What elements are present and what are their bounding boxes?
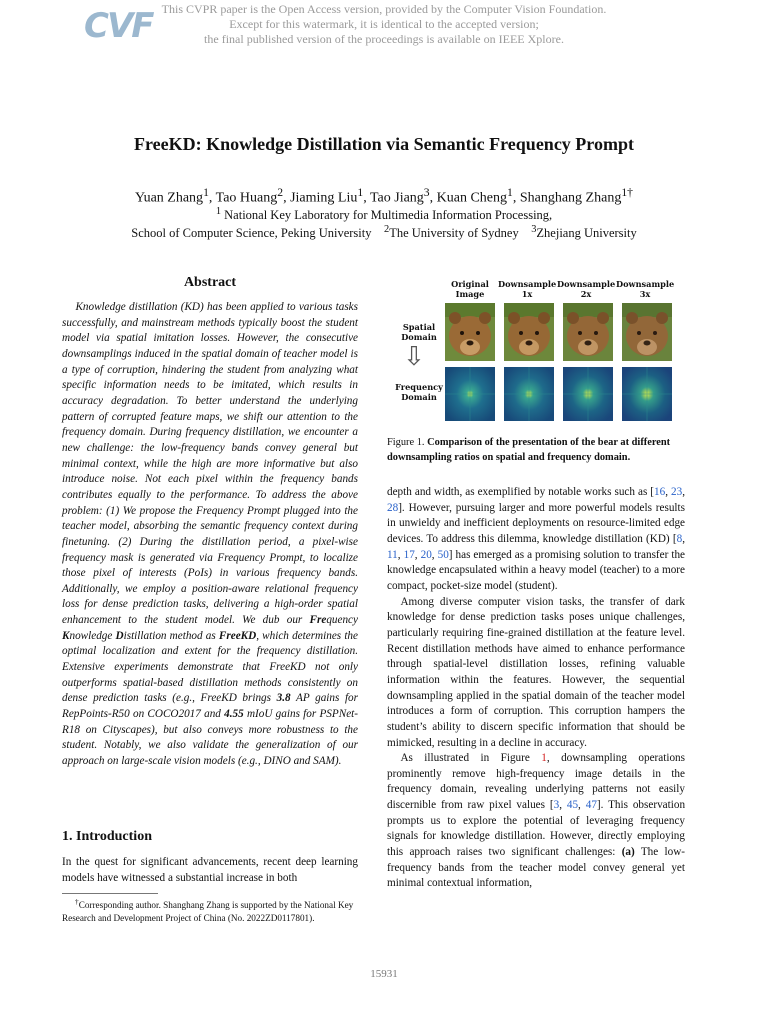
citation-link[interactable]: 3 <box>553 799 560 812</box>
watermark-line-3: the final published version of the proceedings is available on IEEE Xplore. <box>204 32 564 46</box>
footnote: †Corresponding author. Shanghang Zhang is supported by the National Key Research and Development Project of China (No. 2022ZD0117801). <box>62 897 354 923</box>
abstract-heading: Abstract <box>183 275 237 290</box>
author-sup: 2 <box>277 186 284 199</box>
citation-link[interactable]: 23 <box>671 486 683 498</box>
bear-image-downsample-2x <box>563 303 613 361</box>
author-sup: 1 <box>203 186 209 199</box>
paragraph-2: Among diverse computer vision tasks, the transfer of dark knowledge for dense prediction tasks poses unique challenges, particularly requiring fine-grained distillation at the feature level. Recent distillation methods have aimed to enhance performance through spatial-level distillation losses, refining valuable information within the features. However, the sequential downsampling applied in the spatial domain of the teacher model introduces a form of corruption. This corruption hampers the student’s ability to discern specific information that should be mimicked, resulting in a decline in accuracy. <box>387 595 685 749</box>
author-sup: 1 <box>357 186 364 199</box>
citation-link[interactable]: 8 <box>676 532 683 545</box>
fig-col-label: Downsample 1x <box>498 279 557 299</box>
affiliation-line-2: School of Computer Science, Peking University $^2$The University of Sydney $^3$Zhejiang University <box>131 224 637 241</box>
page-number: 15931 <box>370 968 398 980</box>
frequency-map-downsample-3x <box>622 367 672 421</box>
author-name: Jiaming Liu <box>290 190 358 206</box>
author-name: Tao Huang <box>215 190 278 206</box>
fig-col-label: Downsample 3x <box>616 279 675 299</box>
citation-link[interactable]: 28 <box>387 501 399 514</box>
watermark-line-1: This CVPR paper is the Open Access version, provided by the Computer Vision Foundation. <box>161 2 607 16</box>
citation-link[interactable]: 16 <box>654 486 666 498</box>
bear-image-original <box>445 303 495 361</box>
bear-image-downsample-3x <box>622 303 672 361</box>
author-name: Yuan Zhang <box>135 190 204 206</box>
fig-col-label: Downsample 2x <box>557 279 616 299</box>
fig-row-label-spatial: Spatial Domain <box>401 322 437 342</box>
intro-right-column <box>387 485 685 892</box>
author-name: Tao Jiang <box>369 190 424 206</box>
author-sup: 1 <box>507 186 513 199</box>
watermark-line-2: Except for this watermark, it is identical to the accepted version; <box>229 17 539 31</box>
figure-1 <box>387 278 685 428</box>
down-arrow-icon: ⇩ <box>403 342 425 372</box>
paragraph-1: depth and width, as exemplified by notable works such as [16, 23, 28]. However, pursuing larger and more powerful models results in unwieldy and inefficient deployments on resource-limited edge devices. To address this dilemma, knowledge distillation (KD) [8, 11, 17, 20, 50] has emerged as a promising solution to transfer the knowledge encapsulated within a heavy model (teacher) to a more compact, pocket-size model (student). <box>387 486 686 592</box>
author-sup: 3 <box>423 186 430 199</box>
figure-1-caption: Figure 1. Comparison of the presentation of the bear at different downsampling ratios on spatial and frequency domain. <box>387 437 671 463</box>
author-list: Yuan Zhang$^1$, Tao Huang$^2$, Jiaming Liu$^1$, Tao Jiang$^3$, Kuan Cheng$^1$, Shanghang Zhang$^{1\dagger}$ <box>135 186 633 206</box>
intro-heading: 1. Introduction <box>62 829 152 844</box>
footnote-rule <box>62 893 158 894</box>
frequency-map-downsample-1x <box>504 367 554 421</box>
citation-link[interactable]: 11 <box>387 548 398 561</box>
fig-col-label: Original Image <box>451 279 489 299</box>
frequency-map-original <box>445 367 495 421</box>
paragraph-3: As illustrated in Figure 1, downsampling operations prominently remove high-frequency image details in the frequency domain, revealing underlying patterns not easily discernible from raw pixel values [3, 45, 47]. This observation prompts us to explore the potential of leveraging frequency signals for knowledge distillation. However, directly employing this approach raises two significant challenges: (a) The low-frequency bands from the teacher model convey general yet minimal contextual information, <box>387 752 686 890</box>
citation-link[interactable]: 17 <box>403 548 415 561</box>
author-name: Shanghang Zhang <box>519 190 622 206</box>
citation-link[interactable]: 50 <box>437 548 449 561</box>
citation-link[interactable]: 47 <box>585 799 597 812</box>
cvf-logo: CVF <box>84 6 153 46</box>
frequency-map-downsample-2x <box>563 367 613 421</box>
intro-paragraph: In the quest for significant advancements, recent deep learning models have witnessed a substantial increase in both <box>62 856 358 884</box>
affiliation-line-1: $^1$ National Key Laboratory for Multimedia Information Processing, <box>215 206 553 223</box>
paper-title: FreeKD: Knowledge Distillation via Semantic Frequency Prompt <box>134 134 634 154</box>
abstract-body: Knowledge distillation (KD) has been applied to various tasks successfully, and mainstream methods typically boost the student model via spatial imitation losses. However, the consecutive downsamplings induced in the spatial domain of teacher model is a type of corruption, hindering the student from analyzing what specific information needs to be imitated, which results in accuracy degradation. To better understand the underlying pattern of corrupted feature maps, we shift our attention to the frequency domain. During frequency distillation, we encounter a new challenge: the low-frequency bands convey general but minimal context, while the high are more informative but also introduce noise. Not each pixel within the frequency bands contributes equally to the performance. To address the above problem: (1) We propose the Frequency Prompt plugged into the teacher model, absorbing the semantic frequency context during finetuning. (2) During the distillation period, a pixel-wise frequency mask is generated via Frequency Prompt, to localize those pixel of interests (PoIs) in various frequency bands. Additionally, we employ a position-aware relational frequency loss for dense prediction tasks, delivering a high-order spatial enhancement to the student model. We dub our Frequency Knowledge Distillation method as FreeKD, which determines the optimal localization and extent for the frequency distillation. Extensive experiments demonstrate that FreeKD not only outperforms spatial-based distillation methods consistently on dense prediction tasks (e.g., FreeKD brings 3.8 AP gains for RepPoints-R50 on COCO2017 and 4.55 mIoU gains for PSPNet-R18 on Cityscapes), but also conveys more robustness to the student. Notably, we also validate the generalization of our approach on large-scale vision models (e.g., DINO and SAM). <box>62 301 359 768</box>
citation-link[interactable]: 45 <box>566 799 579 812</box>
figure-ref-link[interactable]: 1 <box>541 752 547 765</box>
author-name: Kuan Cheng <box>436 190 508 206</box>
bear-image-downsample-1x <box>504 303 554 361</box>
citation-link[interactable]: 20 <box>420 548 432 561</box>
fig-row-label-frequency: Frequency Domain <box>395 382 443 402</box>
author-sup: 1† <box>621 186 633 199</box>
